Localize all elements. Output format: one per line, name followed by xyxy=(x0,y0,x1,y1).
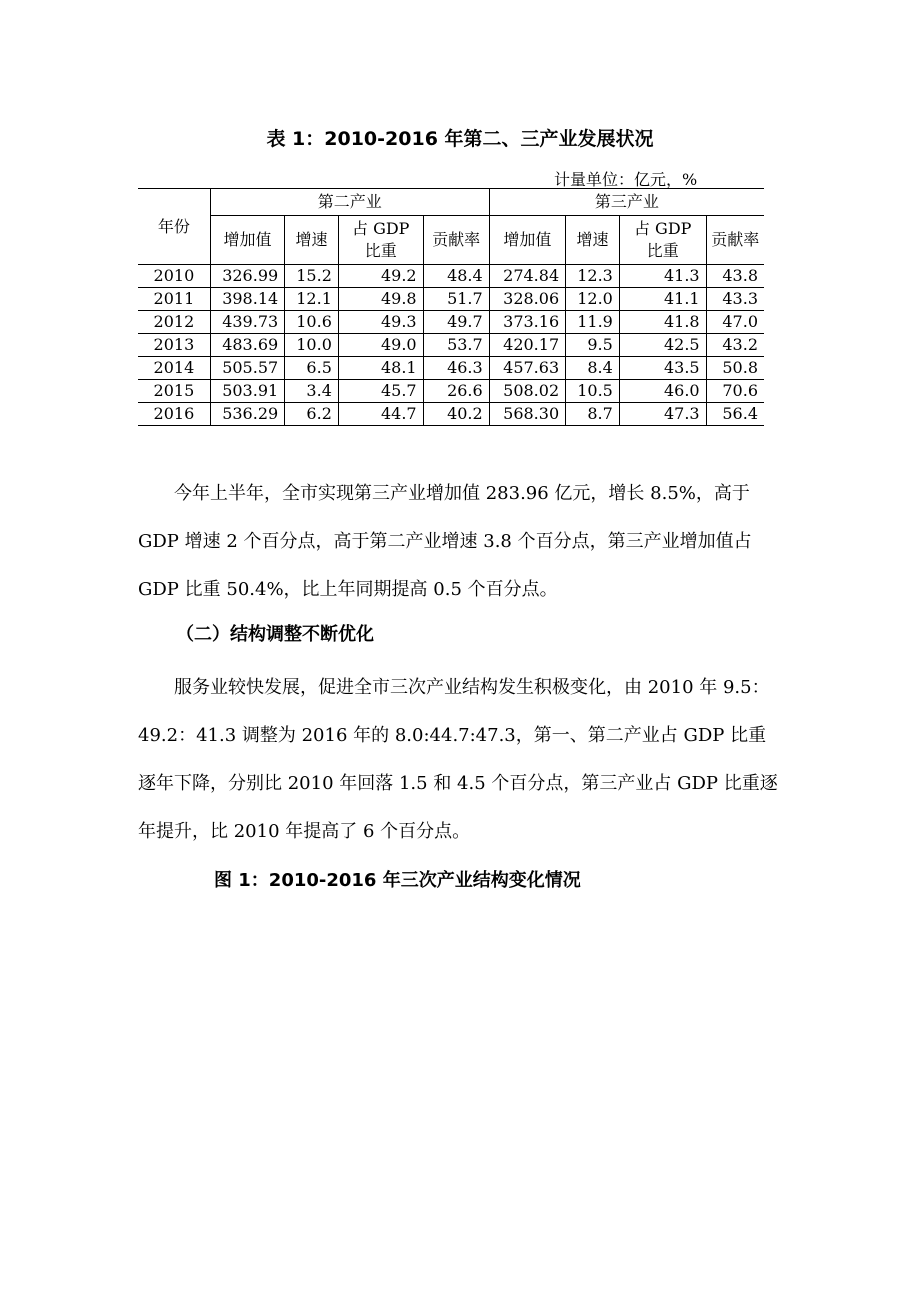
table-cell: 40.2 xyxy=(423,403,489,426)
table-cell: 274.84 xyxy=(489,265,565,288)
figure-title: 图 1：2010-2016 年三次产业结构变化情况 xyxy=(214,870,581,891)
table-title: 表 1：2010-2016 年第二、三产业发展状况 xyxy=(266,128,654,150)
header-col: 占 GDP 比重 xyxy=(338,216,423,265)
table-row xyxy=(138,380,764,403)
table-row xyxy=(138,265,764,288)
table-cell: 503.91 xyxy=(210,380,284,403)
table-cell: 505.57 xyxy=(210,357,284,380)
table-cell: 10.5 xyxy=(566,380,620,403)
table-cell: 49.0 xyxy=(338,334,423,357)
table-cell: 46.3 xyxy=(423,357,489,380)
header-col: 增加值 xyxy=(489,216,565,265)
table-cell: 568.30 xyxy=(489,403,565,426)
paragraph-first-half: 今年上半年，全市实现第三产业增加值 283.96 亿元，增长 8.5%，高于 GDP 增速 2 个百分点，高于第二产业增速 3.8 个百分点，第三产业增加值占 GDP 比重 50.4%，比上年同期提高 0.5 个百分点。 xyxy=(138,483,752,600)
header-col: 增速 xyxy=(566,216,620,265)
table-cell: 6.2 xyxy=(285,403,339,426)
table-cell: 457.63 xyxy=(489,357,565,380)
row-year: 2013 xyxy=(138,334,210,357)
table-cell: 70.6 xyxy=(706,380,764,403)
industry-table xyxy=(138,188,764,426)
table-cell: 41.1 xyxy=(619,288,706,311)
table-cell: 47.3 xyxy=(619,403,706,426)
table-cell: 373.16 xyxy=(489,311,565,334)
row-year: 2012 xyxy=(138,311,210,334)
table-cell: 42.5 xyxy=(619,334,706,357)
table-cell: 439.73 xyxy=(210,311,284,334)
header-col: 贡献率 xyxy=(706,216,764,265)
table-cell: 483.69 xyxy=(210,334,284,357)
table-cell: 56.4 xyxy=(706,403,764,426)
table-cell: 12.1 xyxy=(285,288,339,311)
table-cell: 15.2 xyxy=(285,265,339,288)
header-col: 增加值 xyxy=(210,216,284,265)
table-cell: 8.4 xyxy=(566,357,620,380)
table-cell: 50.8 xyxy=(706,357,764,380)
table-cell: 326.99 xyxy=(210,265,284,288)
table-row xyxy=(138,403,764,426)
table-cell: 10.6 xyxy=(285,311,339,334)
table-row xyxy=(138,288,764,311)
table-cell: 46.0 xyxy=(619,380,706,403)
header-secondary: 第二产业 xyxy=(210,189,489,216)
row-year: 2014 xyxy=(138,357,210,380)
table-unit: 计量单位：亿元，% xyxy=(554,170,698,189)
header-col: 增速 xyxy=(285,216,339,265)
table-cell: 51.7 xyxy=(423,288,489,311)
table-cell: 508.02 xyxy=(489,380,565,403)
row-year: 2011 xyxy=(138,288,210,311)
table-cell: 8.7 xyxy=(566,403,620,426)
table-row xyxy=(138,357,764,380)
row-year: 2010 xyxy=(138,265,210,288)
table-cell: 48.1 xyxy=(338,357,423,380)
table-cell: 49.8 xyxy=(338,288,423,311)
table-cell: 10.0 xyxy=(285,334,339,357)
header-col: 贡献率 xyxy=(423,216,489,265)
paragraph-structure: 服务业较快发展，促进全市三次产业结构发生积极变化，由 2010 年 9.5：49.2：41.3 调整为 2016 年的 8.0:44.7:47.3，第一、第二产业占 GDP 比重逐年下降，分别比 2010 年回落 1.5 和 4.5 个百分点，第三产业占 GDP 比重逐年提升，比 2010 年提高了 6 个百分点。 xyxy=(138,677,778,842)
table-cell: 3.4 xyxy=(285,380,339,403)
table-cell: 9.5 xyxy=(566,334,620,357)
table-row xyxy=(138,334,764,357)
table-cell: 43.5 xyxy=(619,357,706,380)
table-cell: 12.3 xyxy=(566,265,620,288)
table-cell: 536.29 xyxy=(210,403,284,426)
table-cell: 53.7 xyxy=(423,334,489,357)
table-cell: 420.17 xyxy=(489,334,565,357)
header-tertiary: 第三产业 xyxy=(489,189,764,216)
header-year: 年份 xyxy=(138,189,210,265)
section-heading: （二）结构调整不断优化 xyxy=(176,624,374,645)
table-cell: 44.7 xyxy=(338,403,423,426)
header-col: 占 GDP 比重 xyxy=(619,216,706,265)
table-cell: 26.6 xyxy=(423,380,489,403)
table-row xyxy=(138,311,764,334)
table-cell: 49.7 xyxy=(423,311,489,334)
table-cell: 43.8 xyxy=(706,265,764,288)
table-cell: 11.9 xyxy=(566,311,620,334)
table-cell: 49.3 xyxy=(338,311,423,334)
table-cell: 41.8 xyxy=(619,311,706,334)
table-cell: 49.2 xyxy=(338,265,423,288)
row-year: 2015 xyxy=(138,380,210,403)
table-cell: 12.0 xyxy=(566,288,620,311)
table-cell: 41.3 xyxy=(619,265,706,288)
table-cell: 45.7 xyxy=(338,380,423,403)
table-cell: 328.06 xyxy=(489,288,565,311)
table-cell: 47.0 xyxy=(706,311,764,334)
table-cell: 48.4 xyxy=(423,265,489,288)
table-cell: 398.14 xyxy=(210,288,284,311)
table-cell: 6.5 xyxy=(285,357,339,380)
row-year: 2016 xyxy=(138,403,210,426)
table-cell: 43.2 xyxy=(706,334,764,357)
table-cell: 43.3 xyxy=(706,288,764,311)
